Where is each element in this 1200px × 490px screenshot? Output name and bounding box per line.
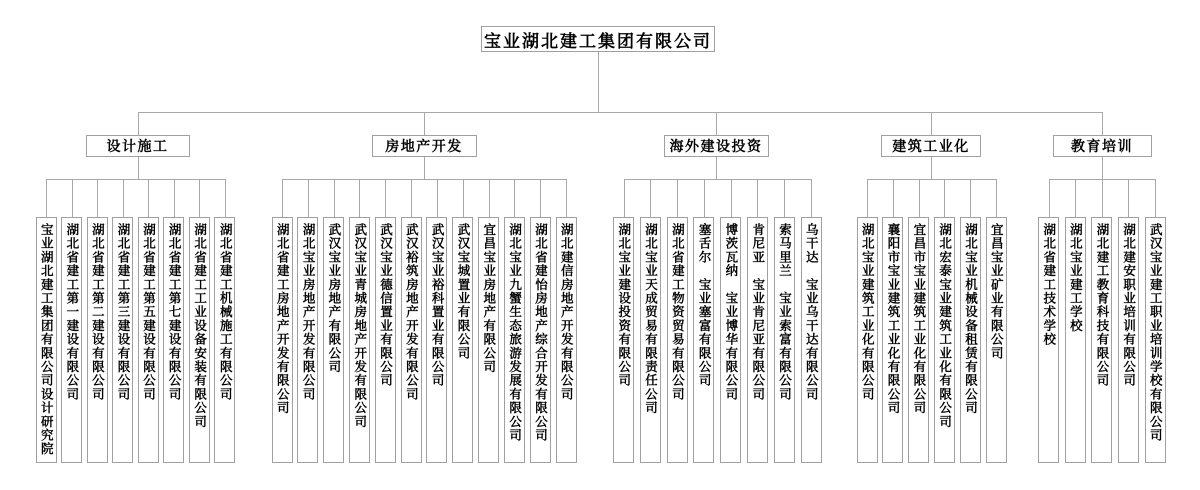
connector-leaf-stub [72,179,73,217]
connector-leaf-stub [996,179,997,217]
connector-leaf-stub [282,179,283,217]
connector-leaf-stub [731,179,732,217]
connector-branch-stem [931,157,932,179]
connector-leaf-stub [411,179,412,217]
leaf-node-3-0 [857,217,878,463]
leaf-node-1-3 [349,217,370,463]
leaf-node-3-1 [882,217,903,463]
branch-node-0: 设计施工 [86,135,190,157]
connector-leaf-stub [359,179,360,217]
leaf-node-4-0-label: 湖北省建工技术学校 [1041,223,1057,347]
leaf-node-0-7-label: 湖北省建工机械施工有限公司 [218,223,234,402]
leaf-node-2-6-label: 索马里兰 宝业索富有限公司 [777,223,793,402]
leaf-node-2-4-label: 博茨瓦纳 宝业博华有限公司 [723,223,739,402]
connector-leaf-stub [566,179,567,217]
connector-branch-stem [424,157,425,179]
leaf-node-2-2-label: 湖北省建工物资贸易有限公司 [670,223,686,402]
connector-leaf-stub [308,179,309,217]
connector-leaf-stub [489,179,490,217]
leaf-node-2-4 [720,217,741,463]
leaf-node-0-5-label: 湖北省建工第七建设有限公司 [167,223,183,402]
leaf-node-1-6-label: 武汉宝业裕科置业有限公司 [430,223,446,388]
leaf-node-4-4 [1145,217,1166,463]
connector-leaf-stub [540,179,541,217]
connector-leaf-stub [148,179,149,217]
connector-branch-stub [424,112,425,135]
connector-branch-stub [716,112,717,135]
leaf-node-1-8 [478,217,499,463]
connector-leaf-stub [46,179,47,217]
leaf-node-2-3-label: 塞舌尔 宝业塞富有限公司 [697,223,713,388]
leaf-node-1-7-label: 武汉宝城置业有限公司 [455,223,471,360]
connector-leaf-stub [944,179,945,217]
leaf-node-3-0-label: 湖北宝业建筑工业化有限公司 [860,223,876,402]
connector-leaf-stub [1049,179,1050,217]
branch-node-1: 房地产开发 [372,135,477,157]
leaf-node-3-2 [908,217,929,463]
leaf-node-4-2 [1091,217,1112,463]
connector-leaf-stub [334,179,335,217]
leaf-node-3-3-label: 湖北宏泰宝业建筑工业化有限公司 [937,223,953,429]
connector-branch-stub [931,112,932,135]
connector-leaf-stub [784,179,785,217]
leaf-node-1-9 [504,217,525,463]
root-company-node: 宝业湖北建工集团有限公司 [481,26,715,52]
leaf-node-0-3 [112,217,133,463]
connector-group-rail [624,179,812,180]
connector-leaf-stub [1128,179,1129,217]
leaf-node-4-2-label: 湖北建工教育科技有限公司 [1095,223,1110,388]
connector-leaf-stub [174,179,175,217]
leaf-node-2-5 [747,217,768,463]
connector-leaf-stub [867,179,868,217]
leaf-node-0-4-label: 湖北省建工第五建设有限公司 [141,223,157,402]
leaf-node-1-3-label: 武汉宝业青城房地产开发有限公司 [352,223,368,429]
connector-group-rail [867,179,996,180]
connector-branch-stub [1102,112,1103,135]
connector-main-rail [138,112,1103,113]
connector-leaf-stub [514,179,515,217]
leaf-node-2-0 [613,217,634,463]
leaf-node-1-11-label: 湖北建信房地产开发有限公司 [559,223,575,402]
leaf-node-1-4 [375,217,396,463]
leaf-node-1-5 [401,217,422,463]
leaf-node-1-10 [530,217,551,463]
leaf-node-1-0-label: 湖北省建工房地产开发有限公司 [275,223,291,415]
connector-branch-stem [716,157,717,179]
connector-leaf-stub [199,179,200,217]
leaf-node-2-1-label: 湖北宝业天成贸易有限责任公司 [643,223,659,415]
leaf-node-2-0-label: 湖北宝业建设投资有限公司 [616,223,632,388]
leaf-node-1-4-label: 武汉宝业德信置业有限公司 [378,223,394,388]
branch-node-2: 海外建设投资 [664,135,769,157]
branch-node-3: 建筑工业化 [881,135,981,157]
connector-root-stem [598,52,599,112]
leaf-node-3-4-label: 湖北宝业机械设备租赁有限公司 [963,223,979,415]
connector-leaf-stub [225,179,226,217]
connector-group-rail [46,179,225,180]
connector-leaf-stub [677,179,678,217]
connector-leaf-stub [970,179,971,217]
leaf-node-2-3 [693,217,714,463]
leaf-node-0-6-label: 湖北省建工工业设备安装有限公司 [192,223,208,429]
connector-branch-stem [138,157,139,179]
connector-leaf-stub [463,179,464,217]
connector-group-rail [282,179,566,180]
leaf-node-3-2-label: 宜昌市宝业建筑工业化有限公司 [911,223,927,415]
connector-leaf-stub [919,179,920,217]
leaf-node-0-0 [36,217,57,463]
leaf-node-4-3-label: 湖北建安职业培训有限公司 [1121,223,1137,388]
leaf-node-2-2 [667,217,688,463]
leaf-node-1-5-label: 武汉裕筑房地产开发有限公司 [404,223,420,402]
leaf-node-2-6 [774,217,795,463]
leaf-node-4-0 [1038,217,1059,463]
leaf-node-1-7 [452,217,473,463]
leaf-node-1-8-label: 宜昌宝业房地产有限公司 [481,223,497,374]
leaf-node-1-1-label: 湖北宝业房地产开发有限公司 [301,223,317,402]
connector-branch-stem [1102,157,1103,179]
leaf-node-2-7 [801,217,822,463]
leaf-node-1-0 [272,217,293,463]
connector-leaf-stub [437,179,438,217]
connector-leaf-stub [1075,179,1076,217]
leaf-node-1-6 [426,217,447,463]
leaf-node-1-2 [323,217,344,463]
leaf-node-2-1 [640,217,661,463]
connector-leaf-stub [704,179,705,217]
leaf-node-0-3-label: 湖北省建工第三建设有限公司 [115,223,131,402]
leaf-node-0-2-label: 湖北省建工第二建设有限公司 [90,223,106,402]
connector-leaf-stub [1155,179,1156,217]
connector-leaf-stub [385,179,386,217]
connector-branch-stub [138,112,139,135]
leaf-node-1-1 [297,217,318,463]
leaf-node-3-5 [986,217,1007,463]
leaf-node-2-5-label: 肯尼亚 宝业肯尼亚有限公司 [750,223,766,402]
leaf-node-3-4 [960,217,981,463]
connector-leaf-stub [123,179,124,217]
connector-leaf-stub [757,179,758,217]
leaf-node-1-9-label: 湖北宝业九蟹生态旅游发展有限公司 [507,223,523,443]
connector-leaf-stub [97,179,98,217]
leaf-node-0-1 [61,217,82,463]
leaf-node-0-2 [87,217,108,463]
connector-leaf-stub [811,179,812,217]
leaf-node-0-6 [189,217,210,463]
leaf-node-0-5 [163,217,184,463]
leaf-node-3-5-label: 宜昌宝业矿业有限公司 [989,223,1005,360]
connector-leaf-stub [624,179,625,217]
leaf-node-3-1-label: 襄阳市宝业建筑工业化有限公司 [886,223,902,415]
connector-leaf-stub [1102,179,1103,217]
leaf-node-0-0-label: 宝业湖北建工集团有限公司设计研究院 [39,223,55,456]
leaf-node-1-11 [556,217,577,463]
leaf-node-4-1-label: 湖北宝业建工学校 [1068,223,1084,333]
leaf-node-4-3 [1118,217,1139,463]
leaf-node-1-10-label: 湖北省建怡房地产综合开发有限公司 [533,223,549,443]
leaf-node-1-2-label: 武汉宝业房地产有限公司 [326,223,342,374]
connector-leaf-stub [650,179,651,217]
leaf-node-2-7-label: 乌干达 宝业乌干达有限公司 [804,223,820,402]
leaf-node-4-1 [1065,217,1086,463]
connector-leaf-stub [893,179,894,217]
branch-node-4: 教育培训 [1053,135,1152,157]
leaf-node-4-4-label: 武汉宝业建工职业培训学校有限公司 [1148,223,1164,443]
leaf-node-0-7 [214,217,235,463]
leaf-node-0-1-label: 湖北省建工第一建设有限公司 [64,223,80,402]
leaf-node-3-3 [934,217,955,463]
leaf-node-0-4 [138,217,159,463]
